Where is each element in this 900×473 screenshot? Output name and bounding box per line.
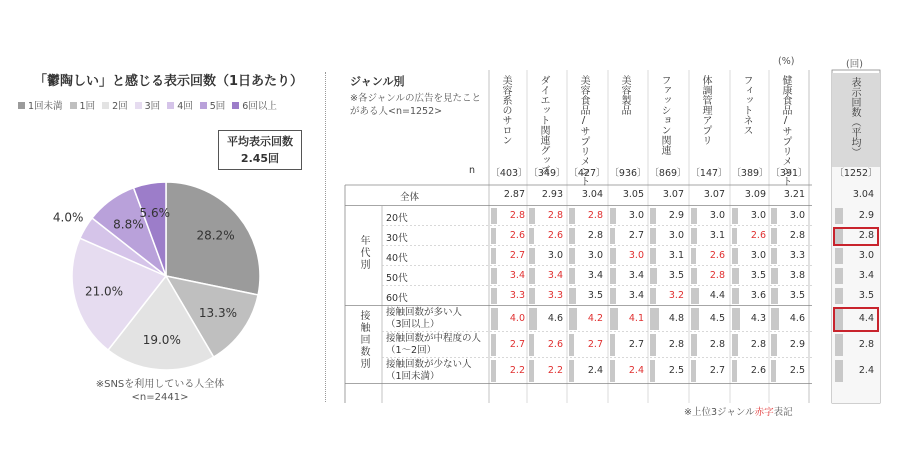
cell-value: 3.0	[628, 249, 644, 261]
value-bar	[569, 334, 574, 356]
legend-label: 1回未満	[28, 101, 63, 112]
highlight-box	[833, 227, 879, 246]
column-header: 体調管理アプリ	[700, 75, 711, 145]
table-title: ジャンル別	[350, 75, 405, 88]
footnote-post: 表記	[773, 407, 793, 418]
pie-label: 5.6%	[139, 206, 171, 221]
cell-value: 3.0	[587, 249, 603, 261]
row-label: 40代	[386, 252, 408, 264]
extra-column-header: 表示回数（平均）	[849, 77, 860, 157]
cell-value: 2.6	[750, 229, 766, 241]
cell-value: 3.3	[547, 289, 563, 301]
extra-value-bar	[835, 208, 843, 224]
row-label: 20代	[386, 212, 408, 224]
column-header: ダイエット関連グッズ	[538, 75, 549, 175]
value-bar	[569, 360, 574, 382]
total-value: 3.07	[662, 189, 684, 200]
value-bar	[650, 208, 656, 224]
cell-value: 2.8	[789, 229, 805, 241]
pie-label: 8.8%	[113, 217, 144, 232]
value-bar	[491, 360, 496, 382]
unit-count: (回)	[846, 59, 863, 70]
cell-value: 2.7	[509, 338, 525, 350]
cell-value: 3.4	[628, 269, 644, 281]
value-bar	[569, 248, 575, 264]
row-sublabel: （3回以上）	[386, 318, 440, 330]
cell-value: 4.5	[709, 312, 725, 324]
cell-value: 2.8	[750, 338, 766, 350]
value-bar	[691, 268, 697, 284]
cell-value: 2.7	[628, 229, 644, 241]
extra-value-bar	[835, 360, 843, 382]
extra-cell-value: 3.5	[858, 289, 874, 301]
row-label: 30代	[386, 232, 408, 244]
pie-note-line1: ※SNSを利用している人全体	[95, 379, 225, 390]
cell-value: 4.0	[509, 312, 525, 324]
extra-n-value: 〔1252〕	[834, 168, 878, 179]
cell-value: 2.8	[709, 338, 725, 350]
cell-value: 2.7	[587, 338, 603, 350]
pie-label: 28.2%	[196, 228, 235, 243]
pie-label: 21.0%	[84, 284, 124, 299]
row-label: 接触回数が少ない人	[386, 358, 472, 370]
extra-value-bar	[835, 288, 843, 304]
cell-value: 2.7	[628, 338, 644, 350]
value-bar	[732, 334, 738, 356]
footnote-red: 赤字	[754, 407, 774, 418]
n-value: 〔427〕	[568, 168, 606, 179]
extra-total-value: 3.04	[852, 189, 874, 200]
cell-value: 4.1	[628, 312, 644, 324]
value-bar	[691, 248, 696, 264]
cell-value: 2.6	[547, 229, 563, 241]
cell-value: 2.8	[668, 338, 684, 350]
cell-value: 2.9	[668, 209, 684, 221]
n-value: 〔389〕	[731, 168, 769, 179]
extra-cell-value: 4.4	[858, 312, 874, 324]
row-label: 50代	[386, 272, 408, 284]
n-value: 〔936〕	[609, 168, 647, 179]
legend-label: 6回以上	[242, 101, 277, 112]
cell-value: 3.0	[789, 209, 805, 221]
row-label: 60代	[386, 292, 408, 304]
value-bar	[569, 228, 575, 244]
cell-value: 2.6	[750, 364, 766, 376]
legend-label: 2回	[112, 101, 128, 112]
cell-value: 3.5	[750, 269, 766, 281]
pie-note-line2: <n=2441>	[131, 392, 189, 403]
cell-value: 4.4	[709, 289, 725, 301]
value-bar	[529, 334, 534, 356]
cell-value: 3.0	[750, 209, 766, 221]
cell-value: 3.0	[668, 229, 684, 241]
total-value: 3.05	[622, 189, 644, 200]
value-bar	[610, 360, 615, 382]
value-bar	[732, 248, 738, 264]
cell-value: 3.8	[789, 269, 805, 281]
cell-value: 3.3	[789, 249, 805, 261]
legend-label: 5回	[209, 101, 226, 112]
cell-value: 3.5	[668, 269, 684, 281]
pie-title: 「鬱陶しい」と感じる表示回数（1日あたり）	[34, 74, 304, 89]
extra-cell-value: 2.9	[858, 209, 874, 221]
value-bar	[491, 248, 496, 264]
total-value: 3.04	[581, 189, 603, 200]
value-bar	[569, 208, 575, 224]
cell-value: 3.1	[668, 249, 684, 261]
column-header: 美容製品	[619, 75, 630, 115]
value-bar	[771, 208, 777, 224]
cell-value: 2.7	[509, 249, 525, 261]
value-bar	[610, 334, 615, 356]
cell-value: 3.3	[509, 289, 525, 301]
cell-value: 4.3	[750, 312, 766, 324]
value-bar	[732, 228, 737, 244]
total-value: 3.07	[703, 189, 725, 200]
cell-value: 2.8	[509, 209, 525, 221]
value-bar	[610, 248, 616, 264]
legend-label: 3回	[144, 101, 161, 112]
value-bar	[650, 334, 656, 356]
cell-value: 3.1	[709, 229, 725, 241]
n-label: n	[469, 165, 476, 176]
row-label: 接触回数が中程度の人	[386, 332, 482, 344]
cell-value: 3.4	[509, 269, 525, 281]
cell-value: 3.4	[587, 269, 603, 281]
cell-value: 2.8	[587, 209, 603, 221]
cell-value: 3.0	[547, 249, 563, 261]
table-footnote	[684, 404, 793, 418]
cell-value: 4.6	[547, 312, 563, 324]
value-bar	[732, 208, 738, 224]
value-bar	[529, 360, 534, 382]
cell-value: 2.5	[668, 364, 684, 376]
value-bar	[691, 360, 696, 382]
cell-value: 4.8	[668, 312, 684, 324]
cell-value: 4.6	[789, 312, 805, 324]
column-header: 美容系のサロン	[500, 75, 511, 145]
n-value: 〔391〕	[770, 168, 808, 179]
value-bar	[650, 360, 655, 382]
value-bar	[691, 208, 697, 224]
pie-label: 19.0%	[142, 332, 181, 347]
value-bar	[529, 208, 535, 224]
extra-cell-value: 3.4	[858, 269, 874, 281]
cell-value: 2.6	[509, 229, 525, 241]
cell-value: 2.5	[789, 364, 805, 376]
n-value: 〔147〕	[690, 168, 728, 179]
cell-value: 2.6	[547, 338, 563, 350]
cell-value: 2.8	[547, 209, 563, 221]
row-sublabel: （1～2回）	[386, 344, 437, 356]
total-value: 2.93	[541, 189, 563, 200]
cell-value: 3.4	[547, 269, 563, 281]
cell-value: 2.8	[587, 229, 603, 241]
highlight-box	[833, 307, 879, 332]
extra-value-bar	[835, 268, 843, 284]
cell-value: 2.7	[709, 364, 725, 376]
value-bar	[491, 228, 496, 244]
row-sublabel: （1回未満）	[386, 370, 440, 382]
column-header: ファッション関連	[659, 75, 670, 155]
total-value: 3.09	[744, 189, 766, 200]
cell-value: 3.2	[668, 289, 684, 301]
value-bar	[610, 208, 616, 224]
value-bar	[610, 228, 615, 244]
value-bar	[650, 228, 656, 244]
average-count-label: 平均表示回数	[227, 135, 293, 148]
table-subtitle: ※各ジャンルの広告を見たことがある人<n=1252>	[350, 93, 482, 117]
cell-value: 3.6	[750, 289, 766, 301]
extra-value-bar	[835, 248, 843, 264]
extra-cell-value: 3.0	[858, 249, 874, 261]
value-bar	[529, 248, 535, 264]
cell-value: 2.6	[709, 249, 725, 261]
pie-label: 13.3%	[198, 306, 238, 321]
pie-label: 4.0%	[52, 210, 84, 225]
extra-value-bar	[835, 334, 843, 356]
cell-value: 2.4	[587, 364, 603, 376]
cell-value: 4.2	[587, 312, 603, 324]
unit-percent: (%)	[778, 56, 795, 67]
total-value: 3.21	[783, 189, 805, 200]
cell-value: 3.4	[628, 289, 644, 301]
cell-value: 3.5	[587, 289, 603, 301]
footnote-pre: ※上位3ジャンル	[684, 407, 755, 418]
cell-value: 2.2	[547, 364, 563, 376]
n-value: 〔349〕	[528, 168, 566, 179]
cell-value: 3.0	[750, 249, 766, 261]
value-bar	[491, 334, 496, 356]
extra-cell-value: 2.8	[858, 338, 874, 350]
cell-value: 3.0	[628, 209, 644, 221]
value-bar	[771, 334, 777, 356]
cell-value: 2.8	[709, 269, 725, 281]
cell-value: 2.2	[509, 364, 525, 376]
value-bar	[771, 360, 776, 382]
n-value: 〔403〕	[490, 168, 528, 179]
row-label: 接触回数が多い人	[386, 306, 463, 318]
row-label-total: 全体	[400, 192, 420, 203]
column-header: 美容食品/サプリメント	[578, 75, 589, 186]
n-value: 〔869〕	[649, 168, 687, 179]
column-header: フィットネス	[741, 75, 752, 135]
cell-value: 2.4	[628, 364, 644, 376]
total-value: 2.87	[503, 189, 525, 200]
cell-value: 3.5	[789, 289, 805, 301]
value-bar	[771, 228, 777, 244]
value-bar	[691, 334, 697, 356]
group-label: 年代別	[358, 234, 369, 271]
average-count-value: 2.45回	[240, 152, 280, 165]
cell-value: 2.9	[789, 338, 805, 350]
legend-label: 4回	[177, 101, 193, 112]
value-bar	[732, 360, 737, 382]
cell-value: 3.0	[709, 209, 725, 221]
legend-label: 1回	[79, 101, 96, 112]
group-label: 接触回数別	[358, 309, 369, 370]
value-bar	[529, 228, 534, 244]
value-bar	[491, 208, 497, 224]
column-header: 健康食品/サプリメント	[780, 75, 791, 186]
extra-cell-value: 2.8	[858, 229, 874, 241]
extra-cell-value: 2.4	[858, 364, 874, 376]
